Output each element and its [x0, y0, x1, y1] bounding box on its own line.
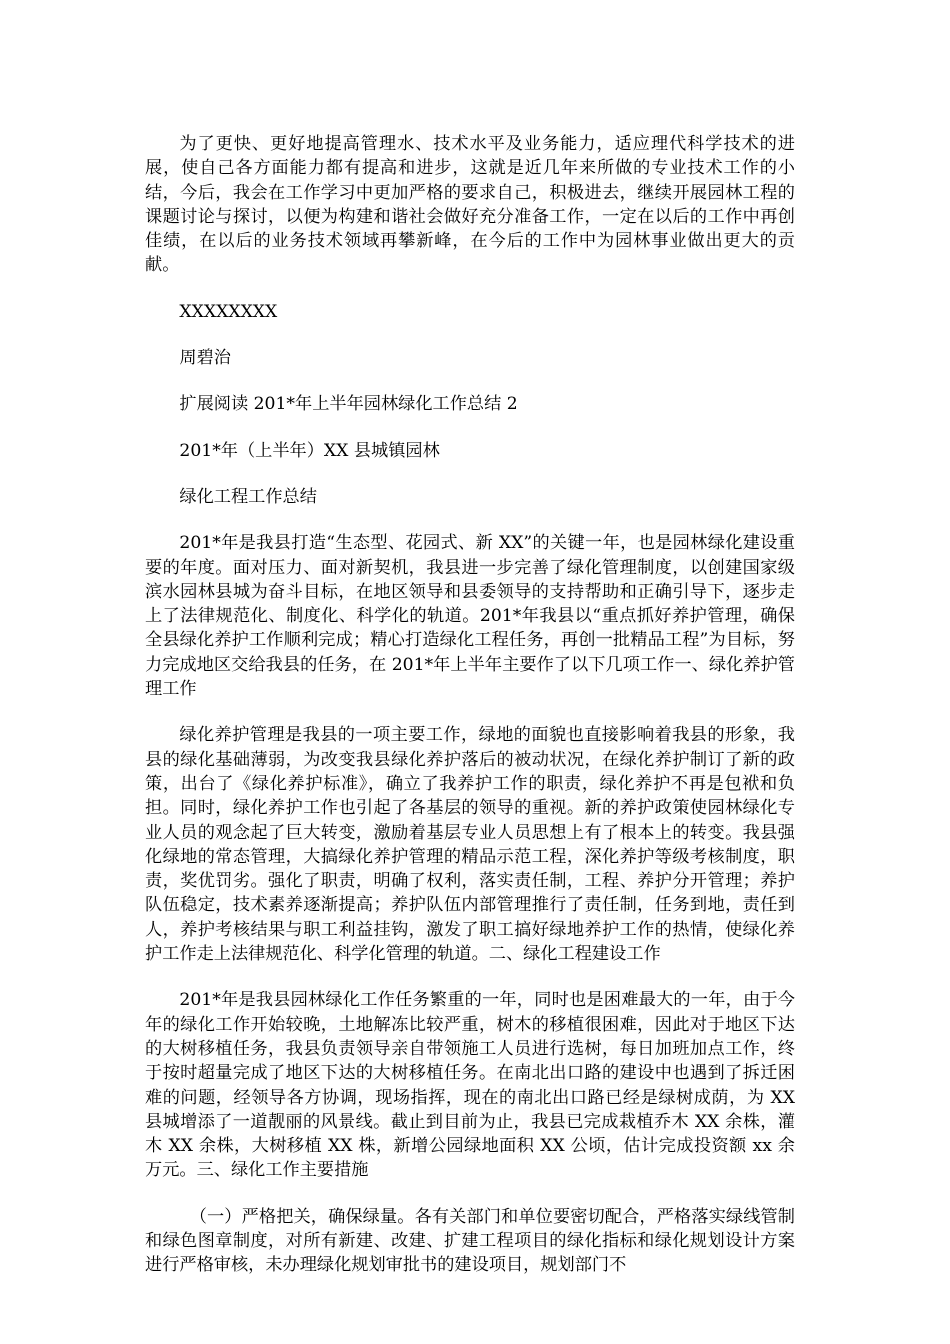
signature-placeholder: XXXXXXXX	[179, 301, 278, 322]
paragraph-measures: （一）严格把关，确保绿量。各有关部门和单位要密切配合，严格落实绿线管制和绿色图章制度，对所有新建、改建、扩建工程项目的绿化指标和绿化规划设计方案进行严格审核，未办理绿化规划审批书的建设项目，规划部门不	[145, 1206, 795, 1276]
report-title-line-2: 绿化工程工作总结	[179, 486, 317, 507]
document-page	[145, 132, 795, 1278]
author-name: 周碧治	[179, 348, 231, 369]
extended-reading-title: 扩展阅读 201*年上半年园林绿化工作总结 2	[179, 394, 518, 415]
paragraph-summary: 为了更快、更好地提高管理水、技术水平及业务能力，适应理代科学技术的进展，使自己各方面能力都有提高和进步，这就是近几年来所做的专业技术工作的小结，今后，我会在工作学习中更加严格的要求自己，积极进去，继续开展园林工程的课题讨论与探讨，以便为构建和谐社会做好充分准备工作，一定在以后的工作中再创佳绩，在以后的业务技术领域再攀新峰，在今后的工作中为园林事业做出更大的贡献。	[145, 134, 795, 276]
paragraph-intro: 201*年是我县打造“生态型、花园式、新 XX”的关键一年，也是园林绿化建设重要的年度。面对压力、面对新契机，我县进一步完善了绿化管理制度，以创建国家级滨水园林县城为奋斗目标，在地区领导和县委领导的支持帮助和正确引导下，逐步走上了法律规范化、制度化、科学化的轨道。201*年我县以“重点抓好养护管理，确保全县绿化养护工作顺利完成；精心打造绿化工程任务，再创一批精品工程”为目标，努力完成地区交给我县的任务，在 201*年上半年主要作了以下几项工作一、绿化养护管理工作	[145, 533, 795, 700]
paragraph-maintenance: 绿化养护管理是我县的一项主要工作，绿地的面貌也直接影响着我县的形象，我县的绿化基础薄弱，为改变我县绿化养护落后的被动状况，在绿化养护制订了新的政策，出台了《绿化养护标准》，确立了我养护工作的职责，绿化养护不再是包袱和负担。同时，绿化养护工作也引起了各基层的领导的重视。新的养护政策使园林绿化专业人员的观念起了巨大转变，激励着基层专业人员思想上有了根本上的转变。我县强化绿地的常态管理，大搞绿化养护管理的精品示范工程，深化养护等级考核制度，职责，奖优罚劣。强化了职责，明确了权利，落实责任制，工程、养护分开管理；养护队伍稳定，技术素养逐渐提高；养护队伍内部管理推行了责任制，任务到地，责任到人，养护考核结果与职工利益挂钩，激发了职工搞好绿地养护工作的热情，使绿化养护工作走上法律规范化、科学化管理的轨道。二、绿化工程建设工作	[145, 725, 795, 965]
paragraph-construction: 201*年是我县园林绿化工作任务繁重的一年，同时也是困难最大的一年，由于今年的绿化工作开始较晚，土地解冻比较严重，树木的移植很困难，因此对于地区下达的大树移植任务，我县负责领导亲自带领施工人员进行选树，每日加班加点工作，终于按时超量完成了地区下达的大树移植任务。在南北出口路的建设中也遇到了拆迁困难的问题，经领导各方协调，现场指挥，现在的南北出口路已经是绿树成荫，为 XX 县城增添了一道靓丽的风景线。截止到目前为止，我县已完成栽植乔木 XX 余株，灌木 XX 余株，大树移植 XX 株，新增公园绿地面积 XX 公顷，估计完成投资额 xx 余万元。三、绿化工作主要措施	[145, 990, 795, 1181]
report-title-line-1: 201*年（上半年）XX 县城镇园林	[179, 440, 440, 461]
